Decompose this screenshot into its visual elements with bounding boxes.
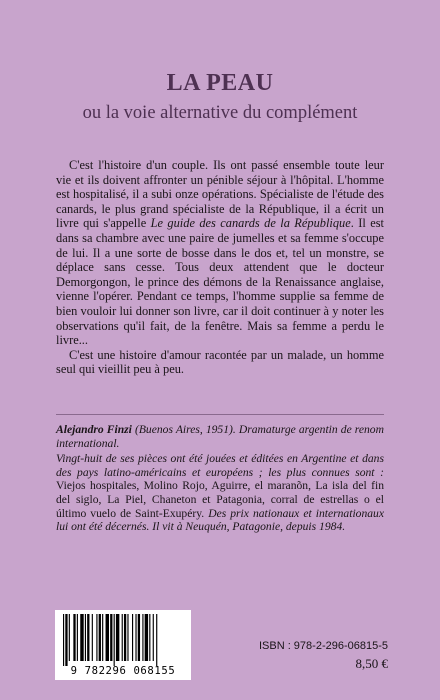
author-bio [56,423,384,536]
barcode-bar [63,614,64,666]
author-works-text: Des prix nationaux et internationaux lui ont été décernés. Il vit à Neuquén, Patagonie, depuis 1984. [56,506,384,534]
book-in-story-title: Le guide des canards de la République [150,216,351,231]
book-subtitle: ou la voie alternative du complément [82,103,358,123]
barcode-bar [69,614,70,661]
barcode-bar [114,614,115,666]
barcode-bar [92,614,93,661]
barcode-bar [149,614,150,661]
author-works-text: Vingt-huit de ses pièces ont été jouées et éditées en Argentine et dans des pays latino-américains et européens ; les plus connues sont : [56,452,384,479]
isbn: ISBN : 978-2-296-06815-5 [258,640,388,652]
synopsis-paragraph: C'est une histoire d'amour racontée par un malade, un homme seul qui vieillit peu à peu. [56,347,384,377]
barcode-bar [124,614,126,661]
barcode-bar [156,614,157,666]
barcode-bar [96,614,97,661]
barcode-bar [106,614,109,661]
barcode-bar [127,614,128,661]
barcode-bars [55,610,191,666]
barcode-bar [116,614,119,661]
barcode-bar [65,614,67,666]
synopsis [56,158,384,377]
author-bio-intro [56,423,384,450]
synopsis-paragraph [56,158,384,348]
barcode [55,610,191,680]
divider [56,414,384,415]
barcode-digits: 9 782296 068155 [70,665,176,677]
price: 8,50 € [355,656,388,671]
barcode-bar [80,614,83,661]
barcode-bar [110,614,112,661]
barcode-bar [85,614,86,661]
barcode-bar [77,614,78,661]
author-works-paragraph [56,452,384,534]
book-title: LA PEAU [166,70,274,96]
barcode-bar [142,614,143,661]
barcode-bar [153,614,154,661]
synopsis-text: . Il est dans sa chambre avec une paire de jumelles et sa femme s'occupe de lui. Il a une sorte de bosse dans le dos et, tel un monstre, se déplace sans cesse. Tous deux attendent que le docteur Demorgongon, le prince des démons de la Renaissance anglaise, vienne l'opérer. Pendant ce temps, l'homme supplie sa femme de bien vouloir lui donner son livre, car il doit continuer à y noter les observations qu'il fait, de la fenêtre. Mais sa femme a perdu le livre... [56,216,384,348]
barcode-bar [73,614,75,661]
synopsis-text: C'est l'histoire d'un couple. Ils ont passé ensemble toute leur vie et ils doivent affronter un pénible séjour à l'hôpital. L'homme est hospitalisé, il a subi onze opérations. Spécialiste de l'étude des canards, le plus grand spécialiste de la République, il a écrit un livre qui s'appelle [56,158,384,231]
barcode-bar [132,614,133,661]
author-works-titles: Viejos hospitales, Molino Rojo, Aguirre, el maranõn, La isla del fin del siglo, La Piel, Chaneton et Patagonia, corral de estrellas o el último vuelo de Saint-Exupéry. [56,479,384,520]
barcode-bar [102,614,103,661]
barcode-bar [87,614,89,661]
barcode-bar [135,614,136,661]
barcode-bar [138,614,140,661]
barcode-bar [122,614,123,661]
author-name: Alejandro Finzi [56,423,132,436]
barcode-bar [99,614,101,661]
barcode-bar [145,614,148,661]
author-bio-text: (Buenos Aires, 1951). Dramaturge argentin de renom international. [56,423,384,450]
